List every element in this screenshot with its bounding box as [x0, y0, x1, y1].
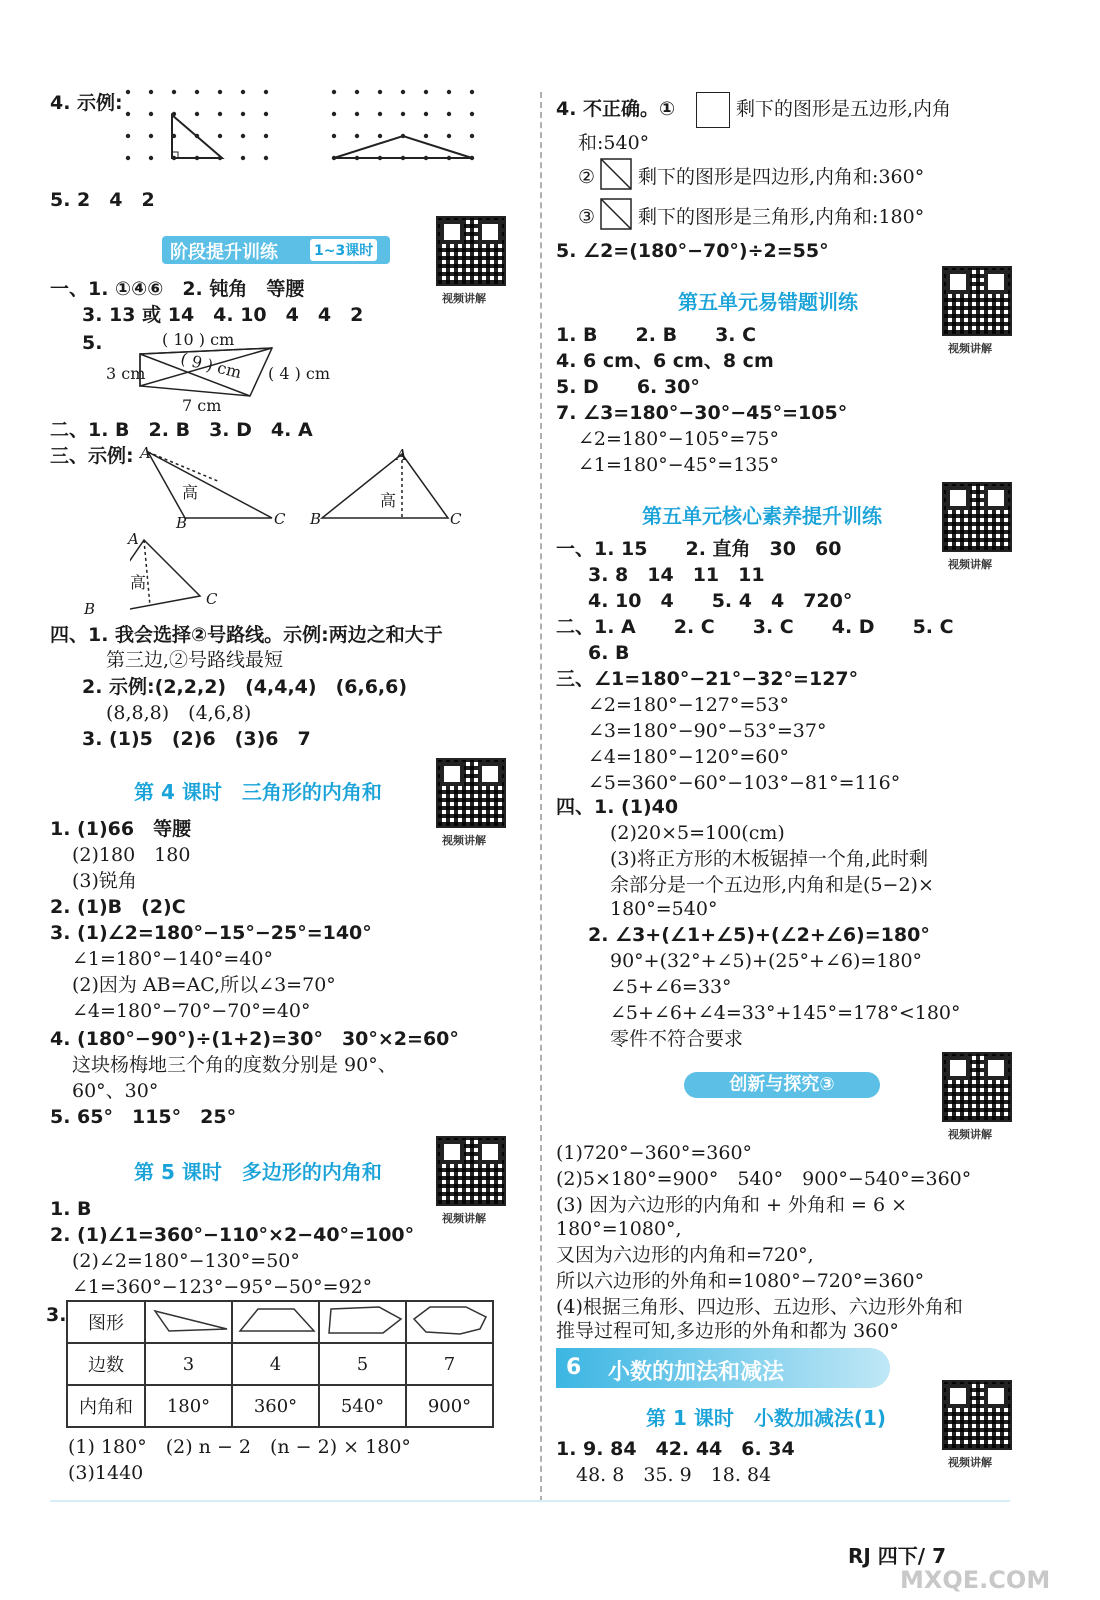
r4c2: 剩下的图形是四边形,内角和:360° [638, 166, 925, 188]
p3: 三、示例: [50, 445, 134, 467]
r4a: 4. 不正确。① [556, 98, 676, 120]
s3d: ∠4=180°−120°=60° [588, 746, 789, 768]
grid-dot [264, 134, 268, 138]
grid-dot [126, 156, 130, 160]
q5: 5. 2 4 2 [50, 189, 155, 211]
fig-label-bottom: 7 cm [182, 396, 222, 415]
shape-quadrilateral-cell [232, 1301, 319, 1343]
e4: 4. 6 cm、6 cm、8 cm [556, 350, 774, 372]
table-cell: 3 [145, 1343, 232, 1385]
heading-unit5-core: 第五单元核心素养提升训练 [642, 504, 882, 528]
l5-2a: 2. (1)∠1=360°−110°×2−40°=100° [50, 1224, 415, 1246]
square-cut-figure [696, 92, 730, 128]
fig-label-top: ( 10 ) cm [162, 330, 235, 349]
qr-label: 视频讲解 [442, 1212, 486, 1225]
e7a: 7. ∠3=180°−30°−45°=105° [556, 402, 848, 424]
l4-2: 2. (1)B (2)C [50, 896, 186, 918]
heading-unit6-lesson1: 第 1 课时 小数加减法(1) [646, 1406, 887, 1430]
fig-label-right: ( 4 ) cm [268, 364, 331, 383]
obtuse-triangle-figure [334, 136, 472, 158]
p4-1b: 第三边,②号路线最短 [106, 649, 284, 671]
l5-1: 1. B [50, 1198, 92, 1220]
qr-label: 视频讲解 [442, 292, 486, 305]
l4-1b: (2)180 180 [72, 844, 191, 866]
dot-grid-figures [118, 86, 498, 166]
grid-dot [447, 134, 451, 138]
tri2-high: 高 [380, 491, 397, 510]
unit-title: 小数的加法和减法 [608, 1360, 785, 1385]
qr-code-icon[interactable] [942, 1380, 1012, 1450]
s4a: 四、1. (1)40 [556, 796, 679, 818]
tri1-high: 高 [182, 483, 199, 502]
c2: 二、1. A 2. C 3. C 4. D 5. C [556, 616, 954, 638]
l4-4c: 60°、30° [72, 1080, 159, 1102]
q4-label: 4. 示例: [50, 92, 123, 114]
column-divider [540, 92, 542, 1502]
s3b: ∠2=180°−127°=53° [588, 694, 789, 716]
grid-dot [378, 90, 382, 94]
qr-code-icon[interactable] [436, 216, 506, 286]
r4d2: 剩下的图形是三角形,内角和:180° [638, 206, 925, 228]
grid-dot [172, 90, 176, 94]
table-cell: 180° [145, 1385, 232, 1427]
x3d: 所以六边形的外角和=1080°−720°=360° [556, 1270, 925, 1292]
l4-5: 5. 65° 115° 25° [50, 1106, 237, 1128]
x3c: 又因为六边形的内角和=720°, [556, 1244, 814, 1266]
qr-code-icon[interactable] [942, 482, 1012, 552]
grid-dot [447, 90, 451, 94]
table-header-sum: 内角和 [67, 1385, 145, 1427]
r5: 5. ∠2=(180°−70°)÷2=55° [556, 240, 829, 262]
qr-label: 视频讲解 [948, 1128, 992, 1141]
l5-3: 3. [46, 1304, 67, 1326]
l4-4b: 这块杨梅地三个角的度数分别是 90°、 [72, 1054, 397, 1076]
tri2-B: B [310, 510, 322, 528]
heading-unit5-errors: 第五单元易错题训练 [678, 290, 858, 314]
table-header-sides: 边数 [67, 1343, 145, 1385]
grid-dot [470, 134, 474, 138]
qr-label: 视频讲解 [442, 834, 486, 847]
grid-dot [126, 112, 130, 116]
x1: (1)720°−360°=360° [556, 1142, 753, 1164]
fig-label-mid: ( 9 ) cm [178, 348, 244, 383]
tri3-high: 高 [130, 573, 147, 592]
c6: 6. B [588, 642, 630, 664]
e1: 1. B 2. B 3. C [556, 324, 757, 346]
footer-line [50, 1500, 1010, 1502]
r4c: ② [578, 166, 596, 188]
s4j: 零件不符合要求 [610, 1028, 744, 1050]
grid-dot [218, 134, 222, 138]
r4b: 和:540° [578, 132, 650, 154]
grid-dot [126, 90, 130, 94]
tri1-C: C [274, 510, 286, 528]
shape-triangle-cell [145, 1301, 232, 1343]
tri1-A: A [140, 444, 151, 462]
grid-dot [241, 90, 245, 94]
s4e: 180°=540° [610, 898, 718, 920]
tri3-B: B [84, 600, 96, 618]
c3: 3. 8 14 11 11 [588, 564, 765, 586]
table-cell: 7 [406, 1343, 493, 1385]
p2: 二、1. B 2. B 3. D 4. A [50, 419, 313, 441]
l4-3d: ∠4=180°−70°−70°=40° [72, 1000, 311, 1022]
qr-code-icon[interactable] [942, 266, 1012, 336]
grid-dot [149, 156, 153, 160]
l4-3a: 3. (1)∠2=180°−15°−25°=140° [50, 922, 372, 944]
p1-line5: 5. [82, 332, 103, 354]
square-diagonal-figure [600, 198, 634, 232]
s3e: ∠5=360°−60°−103°−81°=116° [588, 772, 901, 794]
grid-dot [241, 156, 245, 160]
heading-lesson-5: 第 5 课时 多边形的内角和 [134, 1160, 382, 1184]
x2: (2)5×180°=900° 540° 900°−540°=360° [556, 1168, 972, 1190]
qr-code-icon[interactable] [436, 758, 506, 828]
grid-dot [470, 90, 474, 94]
r4a2: 剩下的图形是五边形,内角 [736, 98, 952, 120]
s4h: ∠5+∠6=33° [610, 976, 732, 998]
table-cell: 900° [406, 1385, 493, 1427]
tri3-C: C [206, 590, 218, 608]
qr-label: 视频讲解 [948, 558, 992, 571]
p4-2b: (8,8,8) (4,6,8) [106, 702, 252, 724]
grid-dot [218, 90, 222, 94]
e7b: ∠2=180°−105°=75° [578, 428, 779, 450]
p4-2a: 2. 示例:(2,2,2) (4,4,4) (6,6,6) [82, 676, 408, 698]
l5-3c: (3)1440 [68, 1462, 144, 1484]
grid-dot [332, 134, 336, 138]
c4: 4. 10 4 5. 4 4 720° [588, 590, 853, 612]
grid-dot [149, 134, 153, 138]
e5: 5. D 6. 30° [556, 376, 700, 398]
tri2-A: A [396, 446, 407, 464]
grid-dot [332, 112, 336, 116]
grid-dot [332, 90, 336, 94]
c1: 一、1. 15 2. 直角 30 60 [556, 538, 842, 560]
x4a: (4)根据三角形、四边形、五边形、六边形外角和 [556, 1296, 963, 1318]
l5-3b: (1) 180° (2) n − 2 (n − 2) × 180° [68, 1436, 411, 1458]
grid-dot [149, 112, 153, 116]
grid-dot [264, 112, 268, 116]
l4-1c: (3)锐角 [72, 870, 137, 892]
square-diagonal-figure [600, 158, 634, 192]
l4-1: 1. (1)66 等腰 [50, 818, 192, 840]
l5-2b: (2)∠2=180°−130°=50° [72, 1250, 300, 1272]
grid-dot [218, 112, 222, 116]
tri3-A: A [128, 530, 139, 548]
grid-dot [447, 112, 451, 116]
l4-3c: (2)因为 AB=AC,所以∠3=70° [72, 974, 336, 996]
x3a: (3) 因为六边形的内角和 + 外角和 = 6 × [556, 1194, 907, 1216]
s4f: 2. ∠3+(∠1+∠5)+(∠2+∠6)=180° [588, 924, 930, 946]
x4b: 推导过程可知,多边形的外角和都为 360° [556, 1320, 899, 1342]
r4d: ③ [578, 206, 596, 228]
l4-4a: 4. (180°−90°)÷(1+2)=30° 30°×2=60° [50, 1028, 459, 1050]
p4-1a: 四、1. 我会选择②号路线。示例:两边之和大于 [50, 624, 443, 646]
grid-dot [470, 112, 474, 116]
grid-dot [424, 90, 428, 94]
e7c: ∠1=180°−45°=135° [578, 454, 779, 476]
grid-dot [149, 90, 153, 94]
unit-6-banner [556, 1348, 890, 1388]
heading-lesson-4: 第 4 课时 三角形的内角和 [134, 780, 382, 804]
grid-dot [264, 156, 268, 160]
grid-dot [378, 112, 382, 116]
p1-line3: 3. 13 或 14 4. 10 4 4 2 [82, 304, 364, 326]
s4g: 90°+(32°+∠5)+(25°+∠6)=180° [610, 950, 923, 972]
grid-dot [241, 112, 245, 116]
p1-line1: 一、1. ①④⑥ 2. 钝角 等腰 [50, 278, 305, 300]
s4b: (2)20×5=100(cm) [610, 822, 785, 844]
grid-dot [195, 112, 199, 116]
p4-3: 3. (1)5 (2)6 (3)6 7 [82, 728, 311, 750]
qr-label: 视频讲解 [948, 1456, 992, 1469]
polygon-table [66, 1300, 494, 1428]
right-triangle-figure [172, 115, 222, 158]
grid-dot [355, 134, 359, 138]
grid-dot [424, 134, 428, 138]
table-header-shape: 图形 [67, 1301, 145, 1343]
watermark: MXQE.COM [900, 1566, 1051, 1594]
shape-heptagon-cell [406, 1301, 493, 1343]
tri2-C: C [450, 510, 462, 528]
grid-dot [195, 90, 199, 94]
table-cell: 540° [319, 1385, 406, 1427]
grid-dot [264, 90, 268, 94]
page-number: RJ 四下/ 7 [848, 1544, 946, 1568]
grid-dot [401, 112, 405, 116]
grid-dot [424, 112, 428, 116]
d1b: 48. 8 35. 9 18. 84 [576, 1464, 772, 1486]
unit-number: 6 [566, 1355, 582, 1380]
s3a: 三、∠1=180°−21°−32°=127° [556, 668, 859, 690]
l5-2c: ∠1=360°−123°−95°−50°=92° [72, 1276, 373, 1298]
table-cell: 4 [232, 1343, 319, 1385]
grid-dot [126, 134, 130, 138]
d1a: 1. 9. 84 42. 44 6. 34 [556, 1438, 795, 1460]
qr-code-icon[interactable] [436, 1136, 506, 1206]
grid-dot [241, 134, 245, 138]
s3c: ∠3=180°−90°−53°=37° [588, 720, 827, 742]
table-cell: 5 [319, 1343, 406, 1385]
table-cell: 360° [232, 1385, 319, 1427]
shape-pentagon-cell [319, 1301, 406, 1343]
s4d: 余部分是一个五边形,内角和是(5−2)× [610, 874, 934, 896]
l4-3b: ∠1=180°−140°=40° [72, 948, 273, 970]
grid-dot [378, 134, 382, 138]
qr-code-icon[interactable] [942, 1052, 1012, 1122]
grid-dot [355, 90, 359, 94]
qr-label: 视频讲解 [948, 342, 992, 355]
explore-banner: 创新与探究③ [684, 1072, 880, 1098]
fig-label-left: 3 cm [106, 364, 146, 383]
grid-dot [401, 90, 405, 94]
s4c: (3)将正方形的木板锯掉一个角,此时剩 [610, 848, 928, 870]
tri1-B: B [176, 514, 188, 532]
x3b: 180°=1080°, [556, 1218, 682, 1240]
stage-banner: 阶段提升训练 1~3课时 [162, 236, 390, 264]
s4i: ∠5+∠6+∠4=33°+145°=178°<180° [610, 1002, 961, 1024]
grid-dot [355, 112, 359, 116]
